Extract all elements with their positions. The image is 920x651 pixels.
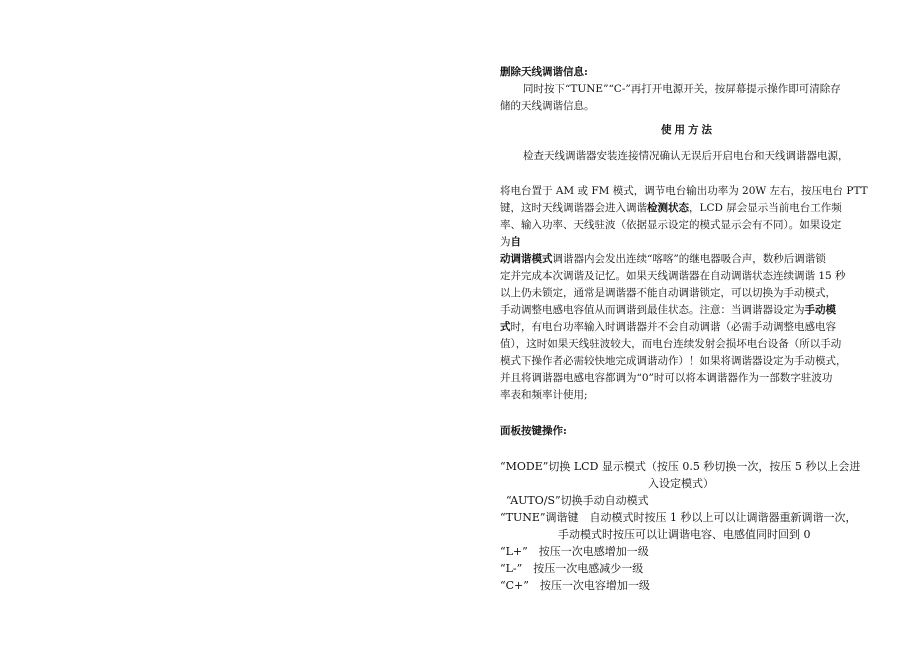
l-minus-key-line: “L-” 按压一次电感减少一级 <box>500 562 644 575</box>
usage-line: 将电台置于 AM 或 FM 模式，调节电台输出功率为 20W 左右，按压电台 PTT <box>500 185 868 197</box>
usage-text: 为 <box>500 236 511 248</box>
mode-key-line: “MODE”切换 LCD 显示模式（按压 0.5 秒切换一次，按压 5 秒以上会进 <box>500 460 861 473</box>
tune-key-line: “TUNE”调谐键 自动模式时按压 1 秒以上可以让调谐器重新调谐一次， <box>500 511 857 524</box>
mode-key-line-continued: 入设定模式） <box>648 477 714 490</box>
usage-line: 以上仍未锁定，通常是调谐器不能自动调谐锁定，可以切换为手动模式， <box>500 287 836 299</box>
usage-text: 时，有电台功率输入时调谐器并不会自动调谐（必需手动调整电感电容 <box>510 321 836 333</box>
usage-line: 定并完成本次调谐及记忆。如果天线调谐器在自动调谐状态连续调谐 15 秒 <box>500 270 846 282</box>
usage-emphasis: 检测状态 <box>647 202 689 214</box>
usage-line: 并且将调谐器电感电容都调为“0”时可以将本调谐器作为一部数字驻波功 <box>500 372 833 384</box>
usage-line: 值），这时如果天线驻波较大，而电台连续发射会损坏电台设备（所以手动 <box>500 338 842 350</box>
usage-line: 率、输入功率、天线驻波（依据显示设定的模式显示会有不同）。如果设定 <box>500 219 842 231</box>
usage-emphasis: 式 <box>500 321 511 333</box>
usage-line <box>500 234 876 252</box>
usage-line <box>500 251 876 269</box>
usage-text: 调谐器内会发出连续“喀喀”的继电器吸合声，数秒后调谐锁 <box>552 253 826 265</box>
usage-text: 手动调整电感电容值从而调谐到最佳状态。注意：当调谐器设定为 <box>500 304 805 316</box>
usage-emphasis: 动调谐模式 <box>500 253 553 265</box>
c-plus-key-line: “C+” 按压一次电容增加一级 <box>500 579 650 592</box>
usage-emphasis: 手动模 <box>804 304 836 316</box>
tune-key-line-continued: 手动模式时按压可以让调谐电容、电感值同时回到 0 <box>558 528 811 541</box>
usage-line: 模式下操作者必需较快地完成调谐动作）！如果将调谐器设定为手动模式， <box>500 355 847 367</box>
usage-title: 使用方法 <box>661 124 715 136</box>
usage-line: 率表和频率计使用; <box>500 389 588 401</box>
usage-intro: 检查天线调谐器安装连接情况确认无误后开启电台和天线调谐器电源， <box>523 150 849 162</box>
delete-line-2: 储的天线调谐信息。 <box>500 100 595 112</box>
panel-heading: 面板按键操作: <box>500 425 567 437</box>
usage-line <box>500 319 876 337</box>
usage-line <box>500 200 876 218</box>
usage-line <box>500 302 876 320</box>
usage-text: ，LCD 屏会显示当前电台工作频 <box>689 202 842 214</box>
l-plus-key-line: “L+” 按压一次电感增加一级 <box>500 545 649 558</box>
delete-heading: 删除天线调谐信息: <box>500 66 588 78</box>
delete-line-1: 同时按下“TUNE”“C-”再打开电源开关，按屏幕提示操作即可清除存 <box>523 83 841 95</box>
auto-key-line: “AUTO/S”切换手动自动模式 <box>506 494 649 507</box>
usage-emphasis: 自 <box>510 236 521 248</box>
usage-text: 键，这时天线调谐器会进入调谐 <box>500 202 647 214</box>
panel-key-list <box>500 458 876 594</box>
